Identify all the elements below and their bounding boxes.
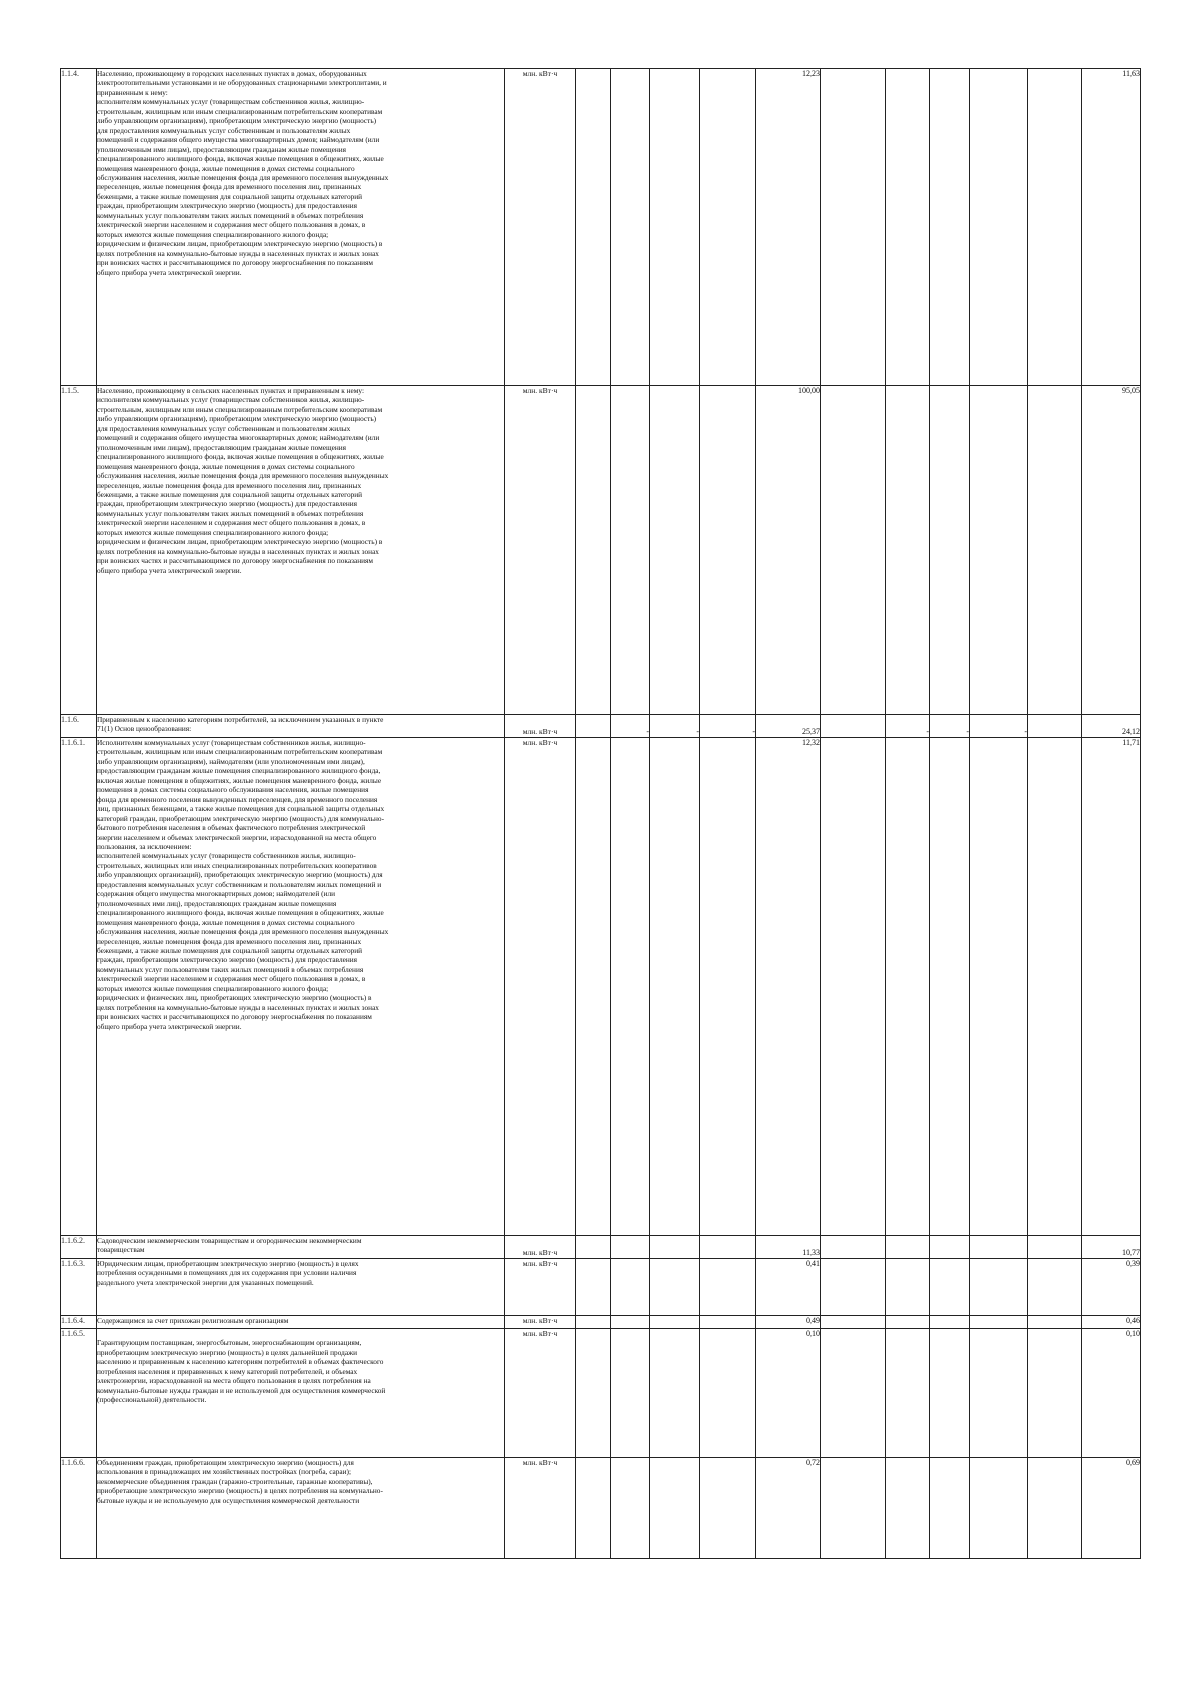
row-value-1: 25,37 bbox=[756, 715, 821, 738]
row-value-1: 11,33 bbox=[756, 1236, 821, 1259]
table-row bbox=[61, 1259, 1141, 1316]
row-dash: - bbox=[930, 715, 970, 738]
row-unit: млн. кВт·ч bbox=[505, 1316, 576, 1329]
table-row bbox=[61, 69, 1141, 386]
table-row bbox=[61, 738, 1141, 1236]
row-value-1: 100,00 bbox=[756, 386, 821, 715]
row-value-1: 0,72 bbox=[756, 1458, 821, 1559]
row-value-1: 0,41 bbox=[756, 1259, 821, 1316]
row-value-2: 0,39 bbox=[1082, 1259, 1141, 1316]
row-unit: млн. кВт·ч bbox=[505, 1458, 576, 1559]
row-unit: млн. кВт·ч bbox=[505, 1259, 576, 1316]
row-number: 1.1.6.6. bbox=[61, 1458, 97, 1559]
table-row bbox=[61, 1236, 1141, 1259]
row-number: 1.1.6.1. bbox=[61, 738, 97, 1236]
row-number: 1.1.4. bbox=[61, 69, 97, 386]
row-description: Исполнителям коммунальных услуг (товариществам собственников жилья, жилищно- строительным, жилищным или иным специализированным потребительским кооперативам либо управляющим организациям), наймодателям (или уполномоченным ими лицам), предоставляющим гражданам жилые помещения специализированного жилищного фонда, включая жилые помещения в общежитиях, жилые помещения маневренного фонда, жилые помещения в домах системы социального обслуживания населения, жилые помещения фонда для временного поселения вынужденных переселенцев, для временного поселения лиц, признанных беженцами, а также жилые помещения для социальной защиты отдельных категорий граждан, приобретающим электрическую энергию (мощность) для коммунально- бытового потребления населения в объемах фактического потребления электрической энергии населением и объемах электрической энергии, израсходованной на места общего пользования, за исключением: исполнителей коммунальных услуг (товариществ собственников жилья, жилищно- строительных, жилищных или иных специализированных потребительских кооперативов либо управляющих организаций), приобретающих электрическую энергию (мощность) для предоставления коммунальных услуг собственникам и пользователям жилых помещений и содержания общего имущества многоквартирных домов; наймодателей (или уполномоченных ими лиц), предоставляющих гражданам жилые помещения специализированного жилищного фонда, включая жилые помещения в общежитиях, жилые помещения маневренного фонда, жилые помещения в домах системы социального обслуживания населения, жилые помещения фонда для временного поселения вынужденных переселенцев, жилые помещения фонда для временного поселения лиц, признанных беженцами, а также жилые помещения для социальной защиты отдельных категорий граждан, приобретающим электрическую энергию (мощность) для предоставления коммунальных услуг пользователям таких жилых помещений в объемах потребления электрической энергии населением и содержания мест общего пользования в домах, в которых имеются жилые помещения специализированного жилого фонда; юридических и физических лиц, приобретающих электрическую энергию (мощность) в целях потребления на коммунально-бытовые нужды в населенных пунктах и жилых зонах при воинских частях и рассчитывающихся по договору энергоснабжения по показаниям общего прибора учета электрической энергии. bbox=[97, 738, 505, 1236]
row-value-2: 24,12 bbox=[1082, 715, 1141, 738]
table-row bbox=[61, 1329, 1141, 1458]
row-value-2: 0,46 bbox=[1082, 1316, 1141, 1329]
row-value-1: 0,49 bbox=[756, 1316, 821, 1329]
row-unit: млн. кВт·ч bbox=[505, 738, 576, 1236]
row-dash: - bbox=[970, 715, 1028, 738]
row-number: 1.1.6.5. bbox=[61, 1329, 97, 1458]
row-description: Садоводческим некоммерческим товариществам и огородническим некоммерческим товариществам bbox=[97, 1236, 505, 1259]
row-number: 1.1.6.2. bbox=[61, 1236, 97, 1259]
row-dash: - bbox=[650, 715, 700, 738]
row-unit: млн. кВт·ч bbox=[505, 69, 576, 386]
row-number: 1.1.6.3. bbox=[61, 1259, 97, 1316]
row-value-1: 12,23 bbox=[756, 69, 821, 386]
row-value-1: 12,32 bbox=[756, 738, 821, 1236]
row-dash: - bbox=[886, 715, 930, 738]
row-value-2: 11,71 bbox=[1082, 738, 1141, 1236]
row-description: Приравненным к населению категориям потребителей, за исключением указанных в пункте 71(1) Основ ценообразования: bbox=[97, 715, 505, 738]
row-number: 1.1.6.4. bbox=[61, 1316, 97, 1329]
row-value-2: 10,77 bbox=[1082, 1236, 1141, 1259]
row-unit: млн. кВт·ч bbox=[505, 715, 576, 738]
row-number: 1.1.5. bbox=[61, 386, 97, 715]
table-row bbox=[61, 715, 1141, 738]
row-value-2: 95,05 bbox=[1082, 386, 1141, 715]
row-unit: млн. кВт·ч bbox=[505, 1236, 576, 1259]
row-description: Объединениям граждан, приобретающим электрическую энергию (мощность) для использования в принадлежащих им хозяйственных постройках (погреба, сараи); некоммерческие объединения граждан (гаражно-строительные, гаражные кооперативы), приобретающие электрическую энергию (мощность) в целях потребления на коммунально- бытовые нужды и не используемую для осуществления коммерческой деятельности bbox=[97, 1458, 505, 1559]
tariff-table bbox=[60, 68, 1141, 1559]
row-value-2: 11,63 bbox=[1082, 69, 1141, 386]
row-dash: - bbox=[611, 715, 650, 738]
row-dash: - bbox=[700, 715, 756, 738]
row-description: Гарантирующим поставщикам, энергосбытовым, энергоснабжающим организациям, приобретающим электрическую энергию (мощность) в целях дальнейшей продажи населению и приравненным к населению категориям потребителей в объемах фактического потребления населения и приравненных к нему категорий потребителей, и объемах электроэнергии, израсходованной на места общего пользования в целях потребления на коммунально-бытовые нужды граждан и не используемой для осуществления коммерческой (профессиональной) деятельности. bbox=[97, 1329, 505, 1458]
row-description: Юридическим лицам, приобретающим электрическую энергию (мощность) в целях потребления осужденными в помещениях для их содержания при условии наличия раздельного учета электрической энергии для указанных помещений. bbox=[97, 1259, 505, 1316]
row-unit: млн. кВт·ч bbox=[505, 386, 576, 715]
row-value-2: 0,69 bbox=[1082, 1458, 1141, 1559]
table-row bbox=[61, 386, 1141, 715]
row-number: 1.1.6. bbox=[61, 715, 97, 738]
row-description: Содержащимся за счет прихожан религиозным организациям bbox=[97, 1316, 505, 1329]
row-unit: млн. кВт·ч bbox=[505, 1329, 576, 1458]
table-row bbox=[61, 1316, 1141, 1329]
row-value-2: 0,10 bbox=[1082, 1329, 1141, 1458]
row-value-1: 0,10 bbox=[756, 1329, 821, 1458]
row-description: Населению, проживающему в городских населенных пунктах в домах, оборудованных электроотопительными установками и не оборудованных стационарными электроплитами, и приравненным к нему: исполнителям коммунальных услуг (товариществам собственников жилья, жилищно- строительным, жилищным или иным специализированным потребительским кооперативам либо управляющим организациям), приобретающим электрическую энергию (мощность) для предоставления коммунальных услуг собственникам и пользователям жилых помещений и содержания общего имущества многоквартирных домов; наймодателям (или уполномоченным ими лицам), предоставляющим гражданам жилые помещения специализированного жилищного фонда, включая жилые помещения в общежитиях, жилые помещения маневренного фонда, жилые помещения в домах системы социального обслуживания населения, жилые помещения фонда для временного поселения вынужденных переселенцев, жилые помещения фонда для временного поселения лиц, признанных беженцами, а также жилые помещения для социальной защиты отдельных категорий граждан, приобретающим электрическую энергию (мощность) для предоставления коммунальных услуг пользователям таких жилых помещений в объемах потребления электрической энергии населением и содержания мест общего пользования в домах, в которых имеются жилые помещения специализированного жилого фонда; юридическим и физическим лицам, приобретающим электрическую энергию (мощность) в целях потребления на коммунально-бытовые нужды в населенных пунктах и жилых зонах при воинских частях и рассчитывающимся по договору энергоснабжения по показаниям общего прибора учета электрической энергии. bbox=[97, 69, 505, 386]
row-description: Населению, проживающему в сельских населенных пунктах и приравненным к нему: исполнителям коммунальных услуг (товариществам собственников жилья, жилищно- строительным, жилищным или иным специализированным потребительским кооперативам либо управляющим организациям), приобретающим электрическую энергию (мощность) для предоставления коммунальных услуг собственникам и пользователям жилых помещений и содержания общего имущества многоквартирных домов; наймодателям (или уполномоченным ими лицам), предоставляющим гражданам жилые помещения специализированного жилищного фонда, включая жилые помещения в общежитиях, жилые помещения маневренного фонда, жилые помещения в домах системы социального обслуживания населения, жилые помещения фонда для временного поселения вынужденных переселенцев, жилые помещения фонда для временного поселения лиц, признанных беженцами, а также жилые помещения для социальной защиты отдельных категорий граждан, приобретающим электрическую энергию (мощность) для предоставления коммунальных услуг пользователям таких жилых помещений в объемах потребления электрической энергии населением и содержания мест общего пользования в домах, в которых имеются жилые помещения специализированного жилого фонда; юридическим и физическим лицам, приобретающим электрическую энергию (мощность) в целях потребления на коммунально-бытовые нужды в населенных пунктах и жилых зонах при воинских частях и рассчитывающимся по договору энергоснабжения по показаниям общего прибора учета электрической энергии. bbox=[97, 386, 505, 715]
table-row bbox=[61, 1458, 1141, 1559]
